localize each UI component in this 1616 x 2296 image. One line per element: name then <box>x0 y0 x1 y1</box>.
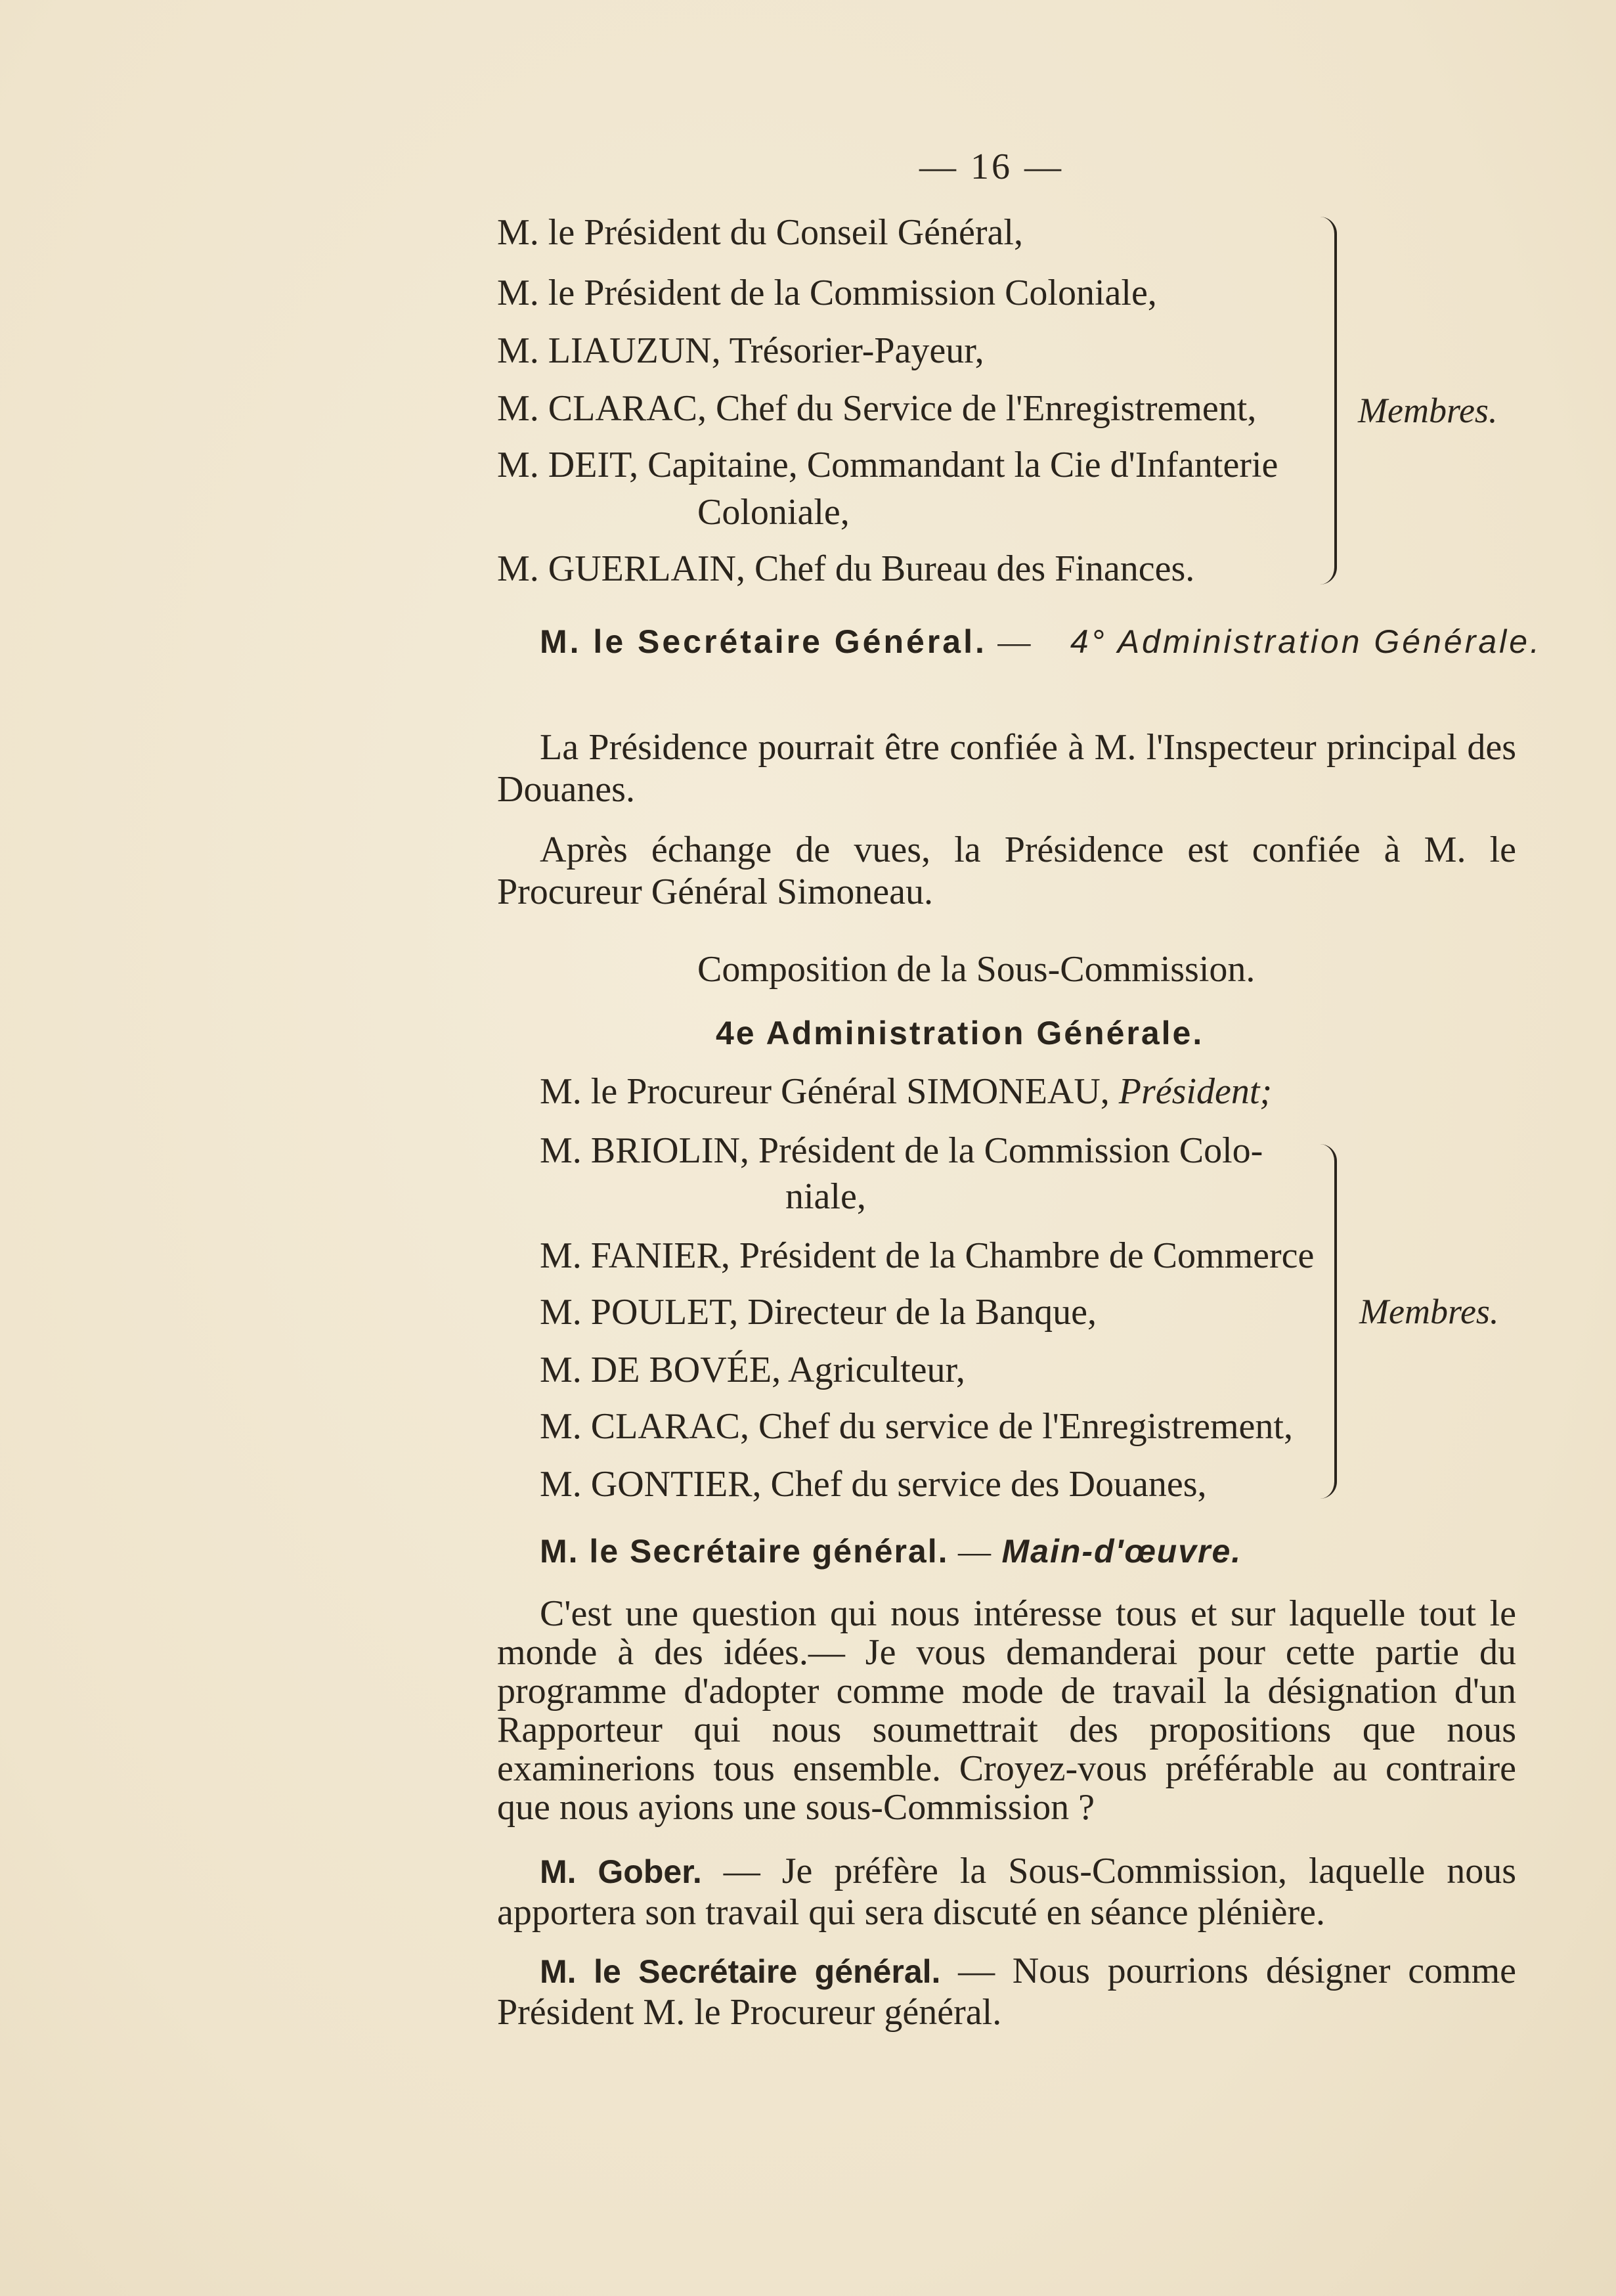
speaker-line <box>540 621 1542 663</box>
member-line: M. DE BOVÉE, Agriculteur, <box>540 1350 965 1390</box>
paragraph: Après échange de vues, la Présidence est confiée à M. le Procureur Général Simoneau. <box>497 829 1516 912</box>
members-label: Membres. <box>1359 1292 1499 1331</box>
members-label: Membres. <box>1358 391 1498 430</box>
member-line: M. le Président du Conseil Général, <box>497 212 1023 253</box>
dialogue-paragraph <box>497 1951 1516 2033</box>
dash: — <box>958 1533 993 1570</box>
speaker-line <box>540 1530 1242 1572</box>
topic: 4° Administration Générale. <box>1070 623 1542 660</box>
member-line: M. LIAUZUN, Trésorier-Payeur, <box>497 330 984 371</box>
paragraph: C'est une question qui nous intéresse tous et sur laquelle tout le monde à des idées.— Je vous demanderai pour cette partie du programme d'adopter comme mode de travail la désignation d'un Rapporteur qui nous soumettrait des propositions que nous examinerions tous ensemble. Croyez-vous préférable au contraire que nous ayions une sous-Commission ? <box>497 1593 1516 1828</box>
speech-text: — Je préfère la Sous-Commission, laquelle nous apportera son travail qui sera discuté en séance plénière. <box>497 1851 1517 1933</box>
members-brace <box>1320 1144 1337 1499</box>
member-line: M. GUERLAIN, Chef du Bureau des Finances. <box>497 548 1195 589</box>
member-line: M. POULET, Directeur de la Banque, <box>540 1292 1097 1333</box>
member-line: M. FANIER, Président de la Chambre de Commerce <box>540 1235 1315 1276</box>
president-role: Président; <box>1118 1071 1273 1112</box>
member-line: M. DEIT, Capitaine, Commandant la Cie d'Infanterie <box>497 445 1278 485</box>
topic: Main-d'œuvre. <box>1001 1533 1242 1570</box>
page-number: — 16 — <box>919 146 1064 187</box>
speech-text: — Nous pourrions désigner comme Président M. le Procureur général. <box>497 1951 1517 2033</box>
members-brace <box>1320 217 1337 585</box>
president-name: M. le Procureur Général SIMONEAU, <box>540 1071 1110 1112</box>
member-line: M. GONTIER, Chef du service des Douanes, <box>540 1464 1207 1505</box>
dialogue-paragraph <box>497 1851 1516 1933</box>
member-line: M. CLARAC, Chef du service de l'Enregistrement, <box>540 1406 1293 1447</box>
speaker-name: M. le Secrétaire général. <box>540 1533 949 1570</box>
speaker-name: M. Gober. <box>540 1853 702 1890</box>
admin-heading: 4e Administration Générale. <box>716 1015 1204 1051</box>
member-line: M. CLARAC, Chef du Service de l'Enregistrement, <box>497 388 1257 429</box>
composition-heading: Composition de la Sous-Commission. <box>697 949 1256 990</box>
speaker-name: M. le Secrétaire général. <box>540 1953 941 1990</box>
member-line-continuation: Coloniale, <box>697 492 850 533</box>
member-line: M. le Président de la Commission Coloniale, <box>497 273 1157 313</box>
president-line <box>540 1071 1272 1113</box>
paragraph: La Présidence pourrait être confiée à M. l'Inspecteur principal des Douanes. <box>497 727 1516 810</box>
speaker-name: M. le Secrétaire Général. <box>540 623 987 660</box>
member-line-continuation: niale, <box>785 1176 866 1217</box>
dash: — <box>997 623 1034 660</box>
member-line: M. BRIOLIN, Président de la Commission Colo- <box>540 1130 1263 1171</box>
